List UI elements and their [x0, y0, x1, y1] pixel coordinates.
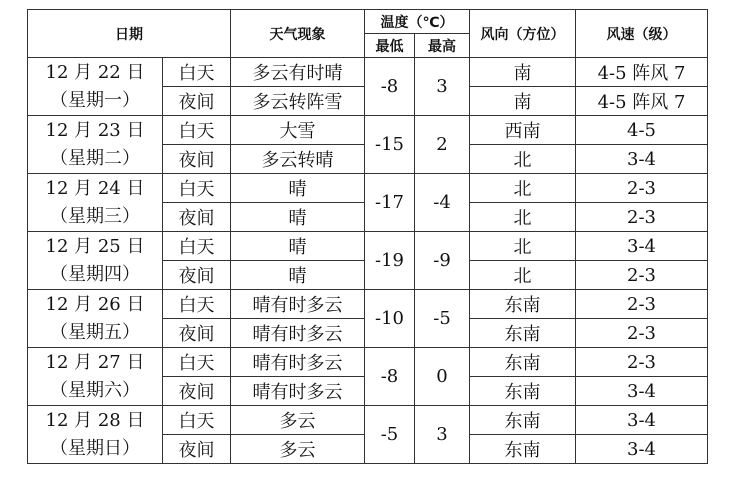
weather-cell: 晴有时多云	[231, 290, 365, 319]
weather-cell: 晴有时多云	[231, 348, 365, 377]
date-text: 12 月 27 日	[45, 351, 145, 373]
temp-max-cell: 3	[415, 58, 470, 116]
weekday-text: （星期六）	[50, 379, 140, 401]
wind-direction-cell: 东南	[470, 290, 576, 319]
header-temp-max: 最高	[415, 34, 470, 58]
date-text: 12 月 25 日	[45, 235, 145, 257]
header-wind-speed: 风速（级）	[576, 10, 708, 58]
weather-cell: 多云	[231, 406, 365, 435]
weather-cell: 多云转阵雪	[231, 87, 365, 116]
forecast-table-wrapper	[27, 9, 708, 464]
date-text: 12 月 28 日	[45, 409, 145, 431]
date-text: 12 月 26 日	[45, 293, 145, 315]
wind-speed-cell: 4-5 阵风 7	[576, 58, 708, 87]
weather-cell: 多云转晴	[231, 145, 365, 174]
table-row	[28, 232, 708, 261]
temp-max-cell: -5	[415, 290, 470, 348]
period-cell: 夜间	[163, 145, 231, 174]
wind-direction-cell: 南	[470, 58, 576, 87]
weather-cell: 晴	[231, 174, 365, 203]
wind-speed-cell: 4-5	[576, 116, 708, 145]
wind-speed-cell: 2-3	[576, 203, 708, 232]
header-weather: 天气现象	[231, 10, 365, 58]
header-wind-direction: 风向（方位）	[470, 10, 576, 58]
weather-cell: 大雪	[231, 116, 365, 145]
wind-direction-cell: 西南	[470, 116, 576, 145]
wind-direction-cell: 北	[470, 174, 576, 203]
weather-cell: 晴	[231, 232, 365, 261]
table-row	[28, 174, 708, 203]
period-cell: 夜间	[163, 87, 231, 116]
wind-direction-cell: 北	[470, 203, 576, 232]
temp-max-cell: -4	[415, 174, 470, 232]
temp-min-cell: -8	[365, 58, 415, 116]
wind-speed-cell: 2-3	[576, 174, 708, 203]
weekday-text: （星期三）	[50, 205, 140, 227]
temp-max-cell: 0	[415, 348, 470, 406]
wind-direction-cell: 北	[470, 145, 576, 174]
weekday-text: （星期五）	[50, 321, 140, 343]
temp-min-cell: -5	[365, 406, 415, 464]
wind-speed-cell: 2-3	[576, 319, 708, 348]
wind-direction-cell: 东南	[470, 406, 576, 435]
period-cell: 白天	[163, 174, 231, 203]
period-cell: 白天	[163, 232, 231, 261]
temp-max-cell: -9	[415, 232, 470, 290]
weather-cell: 晴	[231, 261, 365, 290]
date-cell	[28, 58, 163, 116]
temp-min-cell: -10	[365, 290, 415, 348]
wind-direction-cell: 北	[470, 232, 576, 261]
period-cell: 白天	[163, 290, 231, 319]
table-row	[28, 406, 708, 435]
period-cell: 白天	[163, 406, 231, 435]
table-row	[28, 348, 708, 377]
header-temperature: 温度（℃）	[365, 10, 470, 34]
weekday-text: （星期四）	[50, 263, 140, 285]
weather-cell: 晴有时多云	[231, 319, 365, 348]
wind-speed-cell: 3-4	[576, 145, 708, 174]
wind-direction-cell: 东南	[470, 435, 576, 464]
header-date: 日期	[28, 10, 231, 58]
wind-speed-cell: 3-4	[576, 377, 708, 406]
period-cell: 夜间	[163, 203, 231, 232]
date-cell	[28, 116, 163, 174]
table-row	[28, 58, 708, 87]
weather-cell: 多云有时晴	[231, 58, 365, 87]
temp-max-cell: 2	[415, 116, 470, 174]
table-row	[28, 116, 708, 145]
wind-speed-cell: 3-4	[576, 435, 708, 464]
date-cell	[28, 406, 163, 464]
period-cell: 白天	[163, 116, 231, 145]
weather-cell: 多云	[231, 435, 365, 464]
date-text: 12 月 22 日	[45, 61, 145, 83]
temp-max-cell: 3	[415, 406, 470, 464]
temp-min-cell: -8	[365, 348, 415, 406]
weather-cell: 晴有时多云	[231, 377, 365, 406]
weekday-text: （星期二）	[50, 147, 140, 169]
wind-speed-cell: 2-3	[576, 261, 708, 290]
wind-speed-cell: 3-4	[576, 406, 708, 435]
period-cell: 夜间	[163, 261, 231, 290]
date-text: 12 月 24 日	[45, 177, 145, 199]
wind-direction-cell: 东南	[470, 348, 576, 377]
date-cell	[28, 290, 163, 348]
weekday-text: （星期一）	[50, 89, 140, 111]
weather-forecast-table	[27, 9, 708, 464]
temp-min-cell: -17	[365, 174, 415, 232]
date-text: 12 月 23 日	[45, 119, 145, 141]
wind-direction-cell: 东南	[470, 377, 576, 406]
period-cell: 夜间	[163, 377, 231, 406]
wind-direction-cell: 南	[470, 87, 576, 116]
period-cell: 夜间	[163, 435, 231, 464]
wind-speed-cell: 2-3	[576, 348, 708, 377]
temp-min-cell: -19	[365, 232, 415, 290]
header-temp-min: 最低	[365, 34, 415, 58]
period-cell: 夜间	[163, 319, 231, 348]
period-cell: 白天	[163, 348, 231, 377]
wind-direction-cell: 北	[470, 261, 576, 290]
wind-speed-cell: 2-3	[576, 290, 708, 319]
weekday-text: （星期日）	[50, 437, 140, 459]
wind-speed-cell: 4-5 阵风 7	[576, 87, 708, 116]
temp-min-cell: -15	[365, 116, 415, 174]
forecast-body	[28, 58, 708, 464]
period-cell: 白天	[163, 58, 231, 87]
wind-speed-cell: 3-4	[576, 232, 708, 261]
wind-direction-cell: 东南	[470, 319, 576, 348]
table-row	[28, 290, 708, 319]
date-cell	[28, 174, 163, 232]
date-cell	[28, 348, 163, 406]
date-cell	[28, 232, 163, 290]
weather-cell: 晴	[231, 203, 365, 232]
